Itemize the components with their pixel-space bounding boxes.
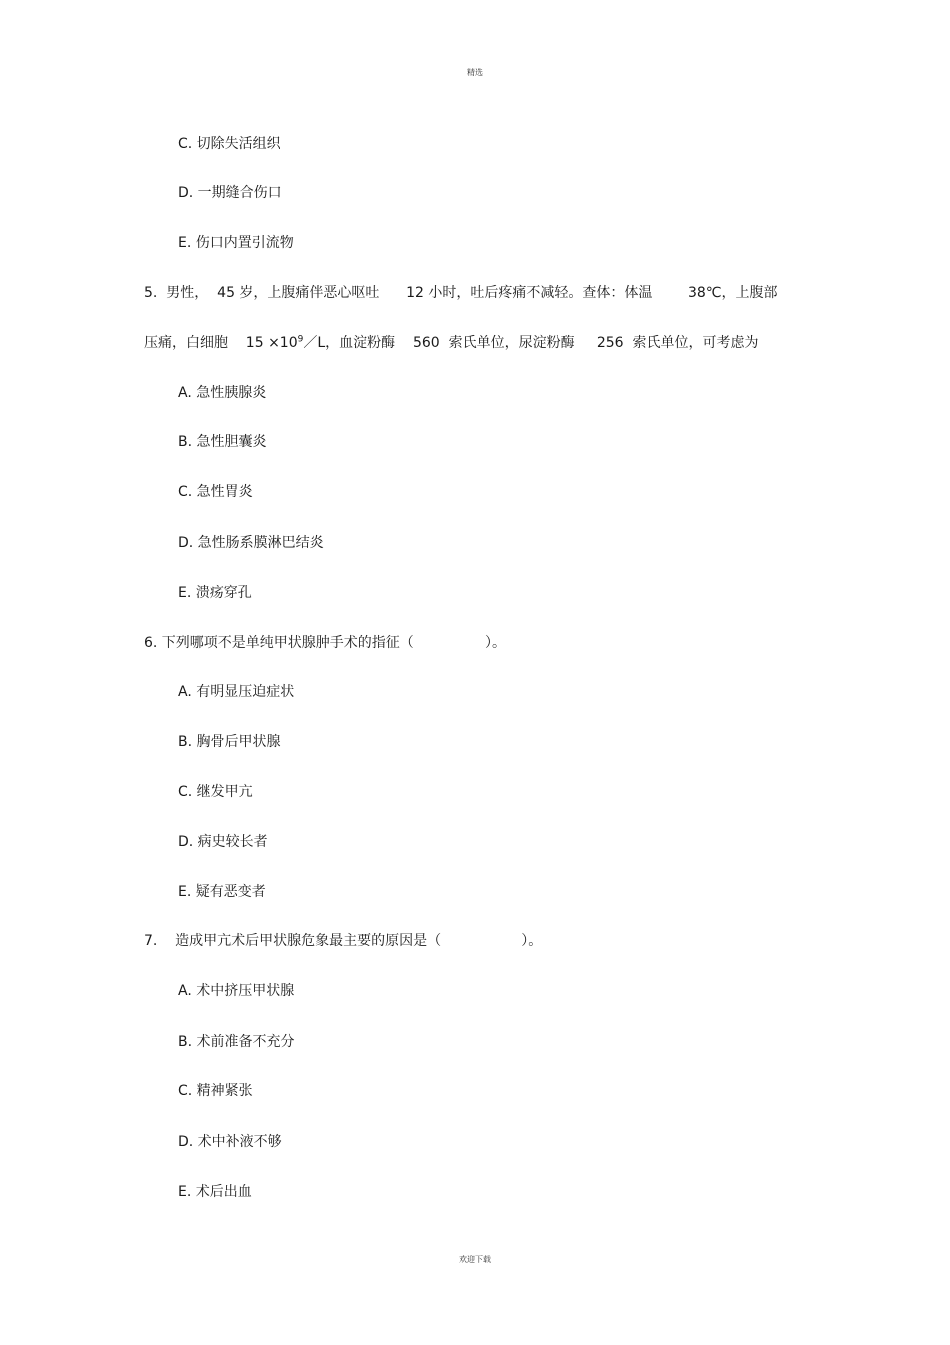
page-header: 精选	[467, 68, 483, 77]
q5-option-d: D. 急性肠系膜淋巴结炎	[178, 535, 324, 551]
q7-option-e: E. 术后出血	[178, 1184, 252, 1200]
q7-stem: 7. 造成甲亢术后甲状腺危象最主要的原因是（ ）。	[144, 933, 543, 949]
q6-option-c: C. 继发甲亢	[178, 784, 253, 800]
q5-option-b: B. 急性胆囊炎	[178, 434, 267, 450]
q7-option-b: B. 术前准备不充分	[178, 1034, 295, 1050]
page-footer: 欢迎下载	[459, 1255, 491, 1264]
q5-stem-line2-part2: ／L，血淀粉酶 560 索氏单位，尿淀粉酶 256 索氏单位，可考虑为	[303, 335, 759, 351]
q5-stem-line2-part1: 压痛，白细胞 15 ×10	[144, 335, 298, 351]
q5-stem-line1: 5. 男性， 45 岁，上腹痛伴恶心呕吐 12 小时，吐后疼痛不减轻。查体：体温 38℃，上腹部	[144, 285, 778, 301]
q5-option-c: C. 急性胃炎	[178, 484, 253, 500]
q7-option-d: D. 术中补液不够	[178, 1134, 282, 1150]
q6-option-a: A. 有明显压迫症状	[178, 684, 295, 700]
q7-option-a: A. 术中挤压甲状腺	[178, 983, 295, 999]
q5-option-e: E. 溃疡穿孔	[178, 585, 252, 601]
q6-option-d: D. 病史较长者	[178, 834, 268, 850]
q7-option-c: C. 精神紧张	[178, 1083, 253, 1099]
q5-stem-line2	[144, 334, 758, 352]
q5-stem-line2-exponent: 9	[297, 334, 304, 345]
q4-option-c: C. 切除失活组织	[178, 136, 281, 152]
q4-option-d: D. 一期缝合伤口	[178, 185, 282, 201]
q6-stem: 6. 下列哪项不是单纯甲状腺肿手术的指征（ ）。	[144, 635, 507, 651]
q5-option-a: A. 急性胰腺炎	[178, 385, 267, 401]
q6-option-b: B. 胸骨后甲状腺	[178, 734, 281, 750]
q6-option-e: E. 疑有恶变者	[178, 884, 266, 900]
q4-option-e: E. 伤口内置引流物	[178, 235, 294, 251]
